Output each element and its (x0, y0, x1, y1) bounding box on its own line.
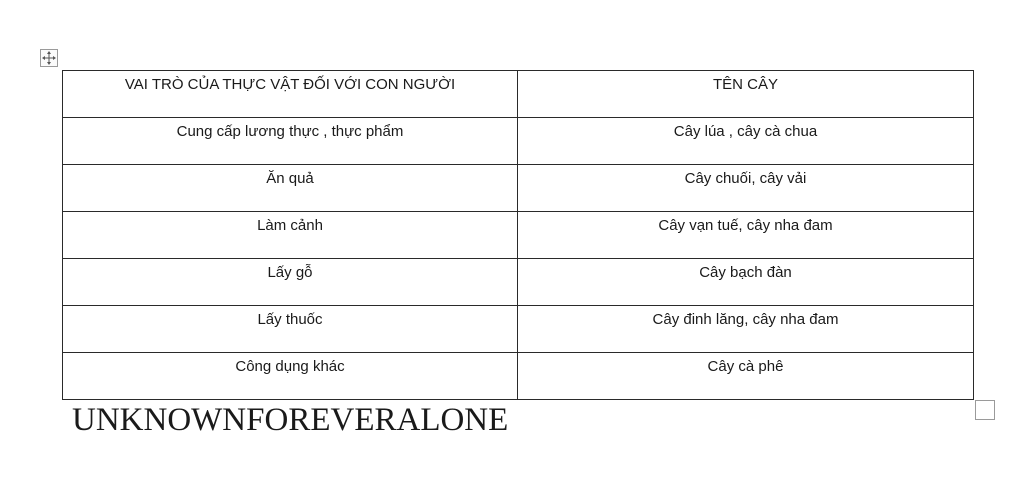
plant-role-table (62, 70, 974, 400)
cell-text: Lấy thuốc (257, 311, 323, 328)
table-resize-handle[interactable] (975, 400, 995, 420)
table-cell-role[interactable] (63, 306, 518, 353)
cell-text: Cây cà phê (707, 358, 784, 375)
table-row (63, 212, 974, 259)
table-row (63, 259, 974, 306)
footer-signature-text: UNKNOWNFOREVERALONE (72, 402, 509, 438)
table-cell-plants[interactable] (518, 212, 974, 259)
cell-text: Cây vạn tuế, cây nha đam (658, 217, 833, 234)
table-row (63, 118, 974, 165)
move-arrows-icon (41, 50, 57, 66)
table-cell-plants[interactable] (518, 118, 974, 165)
table-header-row (63, 71, 974, 118)
table-cell-plants[interactable] (518, 165, 974, 212)
header-role-label: VAI TRÒ CỦA THỰC VẬT ĐỐI VỚI CON NGƯỜI (124, 76, 456, 93)
cell-text: Cây lúa , cây cà chua (673, 123, 818, 140)
table-cell-role[interactable] (63, 212, 518, 259)
cell-text: Cây chuối, cây vải (684, 170, 807, 187)
header-plant-name-label: TÊN CÂY (712, 76, 778, 93)
table-cell-role[interactable] (63, 165, 518, 212)
cell-text: Cung cấp lương thực , thực phẩm (176, 123, 404, 140)
cell-text: Cây đinh lăng, cây nha đam (652, 311, 839, 328)
header-cell-role[interactable] (63, 71, 518, 118)
header-cell-plant-name[interactable] (518, 71, 974, 118)
cell-text: Công dụng khác (235, 358, 345, 375)
table-cell-role[interactable] (63, 118, 518, 165)
table-cell-plants[interactable] (518, 259, 974, 306)
table-row (63, 165, 974, 212)
table-cell-role[interactable] (63, 353, 518, 400)
cell-text: Ăn quả (266, 170, 314, 187)
table-cell-plants[interactable] (518, 306, 974, 353)
table-row (63, 306, 974, 353)
cell-text: Cây bạch đàn (699, 264, 792, 281)
table-cell-plants[interactable] (518, 353, 974, 400)
table-row (63, 353, 974, 400)
table-cell-role[interactable] (63, 259, 518, 306)
cell-text: Làm cảnh (257, 217, 323, 234)
cell-text: Lấy gỗ (267, 264, 313, 281)
table-move-handle[interactable] (40, 49, 58, 67)
